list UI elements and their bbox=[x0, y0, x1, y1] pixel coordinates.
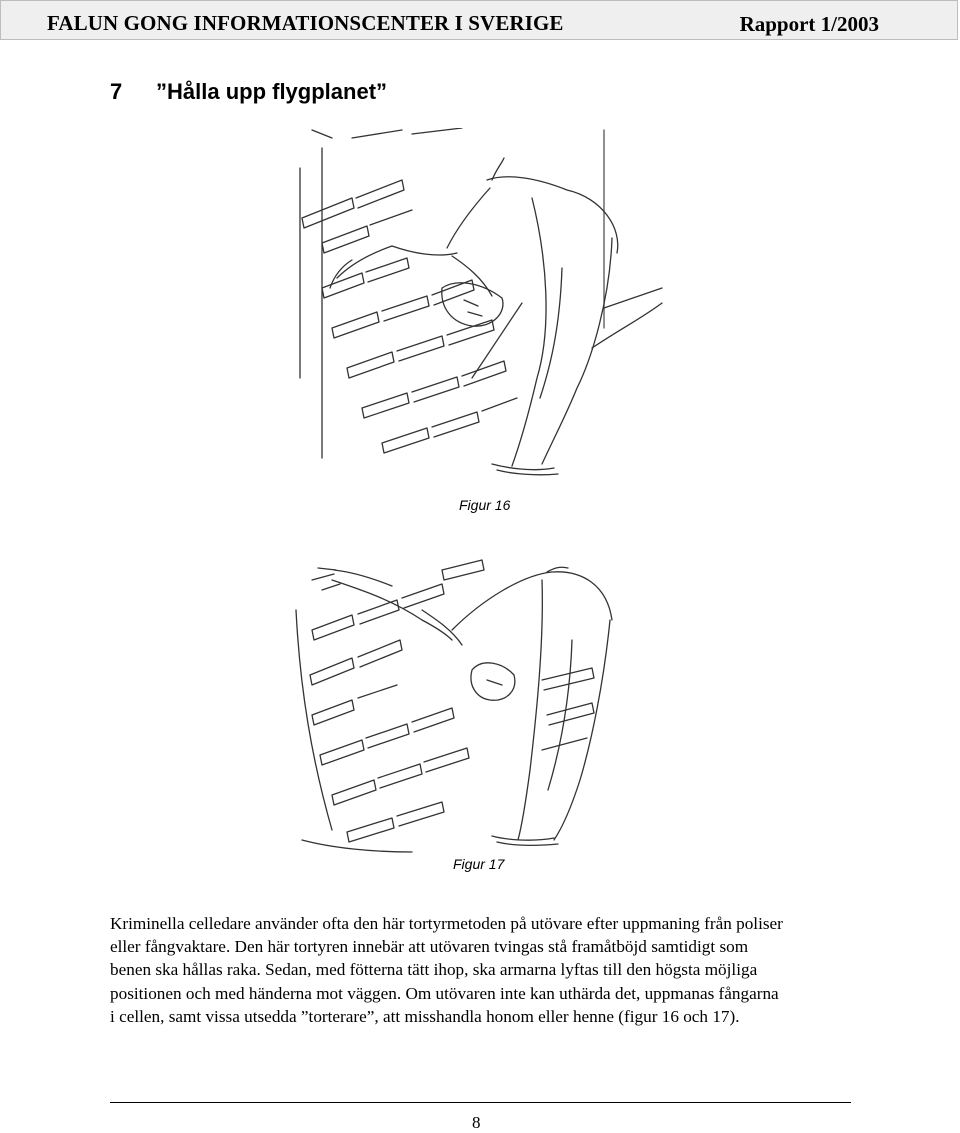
body-line: positionen och med händerna mot väggen. Om utövaren inte kan uthärda det, uppmanas fångarna bbox=[110, 983, 779, 1003]
person-bent-forward-arms-raised-drawing bbox=[292, 540, 664, 858]
figure-17-caption: Figur 17 bbox=[453, 856, 505, 872]
person-bent-forward-hands-on-wall-drawing bbox=[292, 128, 664, 500]
body-paragraph bbox=[110, 912, 850, 1028]
section-number: 7 bbox=[110, 79, 123, 104]
page-number: 8 bbox=[472, 1113, 481, 1132]
figure-17 bbox=[292, 540, 664, 858]
figure-16-caption: Figur 16 bbox=[459, 497, 511, 513]
footer-divider bbox=[110, 1102, 851, 1103]
header-report-id: Rapport 1/2003 bbox=[739, 12, 879, 36]
body-line: i cellen, samt vissa utsedda ”torterare”, att misshandla honom eller henne (figur 16 och 17). bbox=[110, 1006, 740, 1026]
figure-16 bbox=[292, 128, 664, 500]
body-line: Kriminella celledare använder ofta den här tortyrmetoden på utövare efter uppmaning från poliser bbox=[110, 914, 783, 933]
section-title: ”Hålla upp flygplanet” bbox=[156, 79, 388, 104]
body-line: eller fångvaktare. Den här tortyren innebär att utövaren tvingas stå framåtböjd samtidigt som bbox=[110, 937, 749, 957]
body-line: benen ska hållas raka. Sedan, med fötterna tätt ihop, ska armarna lyftas till den högsta möjliga bbox=[110, 960, 758, 980]
header-organization: FALUN GONG INFORMATIONSCENTER I SVERIGE bbox=[47, 11, 564, 35]
section-heading bbox=[110, 79, 387, 105]
page-header bbox=[0, 0, 958, 40]
